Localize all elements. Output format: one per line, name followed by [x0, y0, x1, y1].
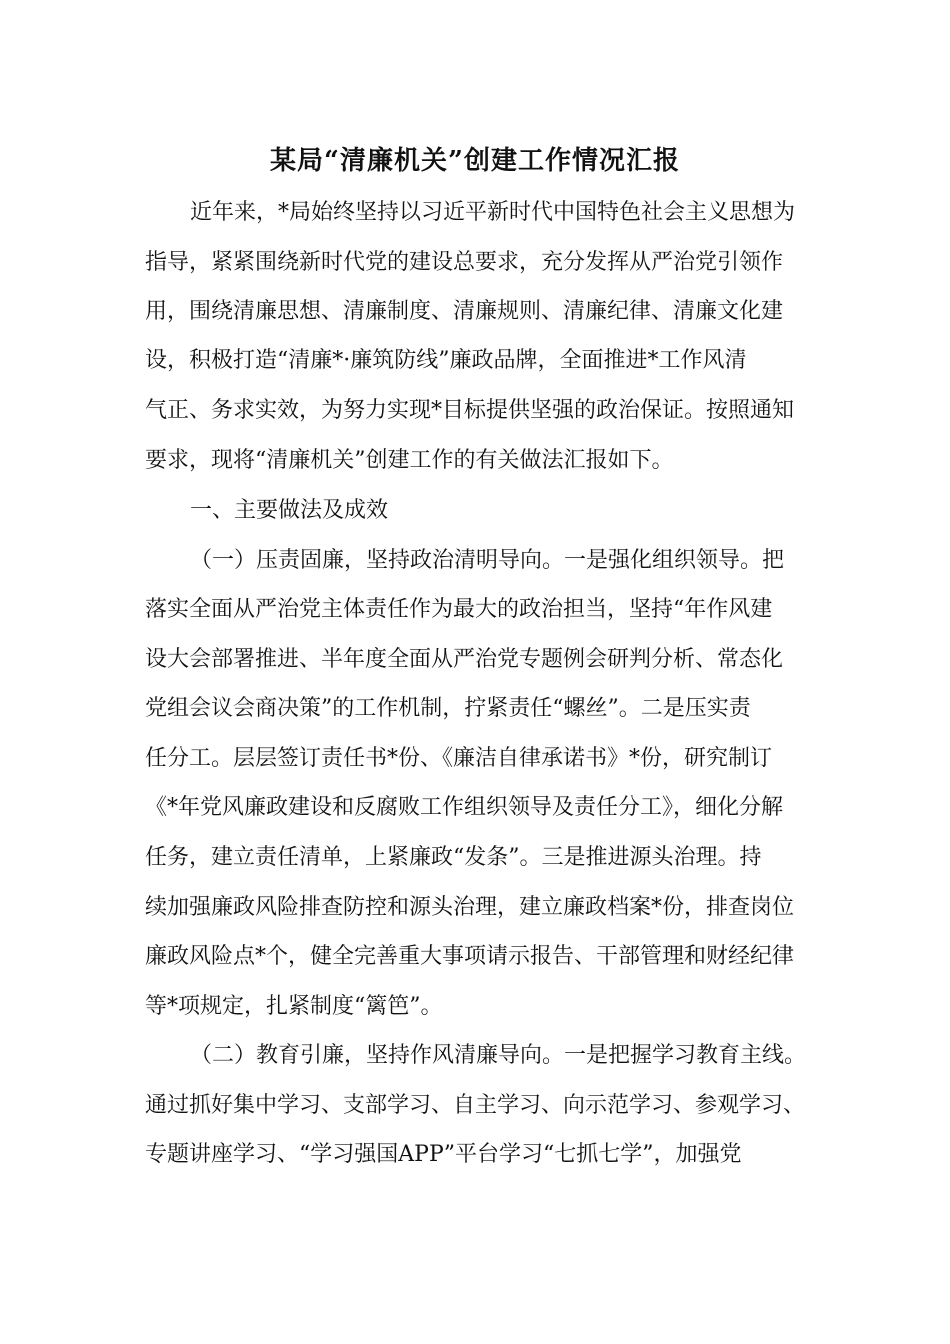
paragraph-line: 设，积极打造“清廉*·廉筑防线”廉政品牌，全面推进*工作风清: [145, 348, 747, 373]
paragraph-line: （一）压责固廉，坚持政治清明导向。一是强化组织领导。把: [190, 548, 785, 573]
paragraph-line: 气正、务求实效，为努力实现*目标提供坚强的政治保证。按照通知: [145, 398, 795, 423]
paragraph-line: 通过抓好集中学习、支部学习、自主学习、向示范学习、参观学习、: [145, 1093, 806, 1118]
paragraph-line: 廉政风险点*个，健全完善重大事项请示报告、干部管理和财经纪律: [145, 944, 795, 969]
paragraph-line: 《*年党风廉政建设和反腐败工作组织领导及责任分工》，细化分解: [145, 795, 784, 820]
paragraph-line: 任务，建立责任清单，上紧廉政“发条”。三是推进源头治理。持: [145, 845, 762, 870]
paragraph-line: 专题讲座学习、“学习强国APP”平台学习“七抓七学”，加强党: [145, 1142, 742, 1167]
paragraph-line: 近年来，*局始终坚持以习近平新时代中国特色社会主义思想为: [190, 200, 796, 225]
document-title: 某局“清廉机关”创建工作情况汇报: [270, 146, 680, 176]
paragraph-line: 等*项规定，扎紧制度“篱笆”。: [145, 994, 443, 1019]
paragraph-line: 任分工。层层签订责任书*份、《廉洁自律承诺书》*份，研究制订: [145, 746, 773, 771]
section-heading: 一、主要做法及成效: [190, 498, 389, 523]
paragraph-line: 要求，现将“清廉机关”创建工作的有关做法汇报如下。: [145, 448, 674, 473]
paragraph-line: 党组会议会商决策”的工作机制，拧紧责任“螺丝”。二是压实责: [145, 696, 751, 721]
paragraph-line: （二）教育引廉，坚持作风清廉导向。一是把握学习教育主线。: [190, 1043, 807, 1068]
paragraph-line: 用，围绕清廉思想、清廉制度、清廉规则、清廉纪律、清廉文化建: [145, 299, 784, 324]
paragraph-line: 续加强廉政风险排查防控和源头治理，建立廉政档案*份，排查岗位: [145, 895, 795, 920]
paragraph-line: 落实全面从严治党主体责任作为最大的政治担当，坚持“年作风建: [145, 597, 773, 622]
paragraph-line: 指导，紧紧围绕新时代党的建设总要求，充分发挥从严治党引领作: [145, 250, 784, 275]
paragraph-line: 设大会部署推进、半年度全面从严治党专题例会研判分析、常态化: [145, 647, 784, 672]
